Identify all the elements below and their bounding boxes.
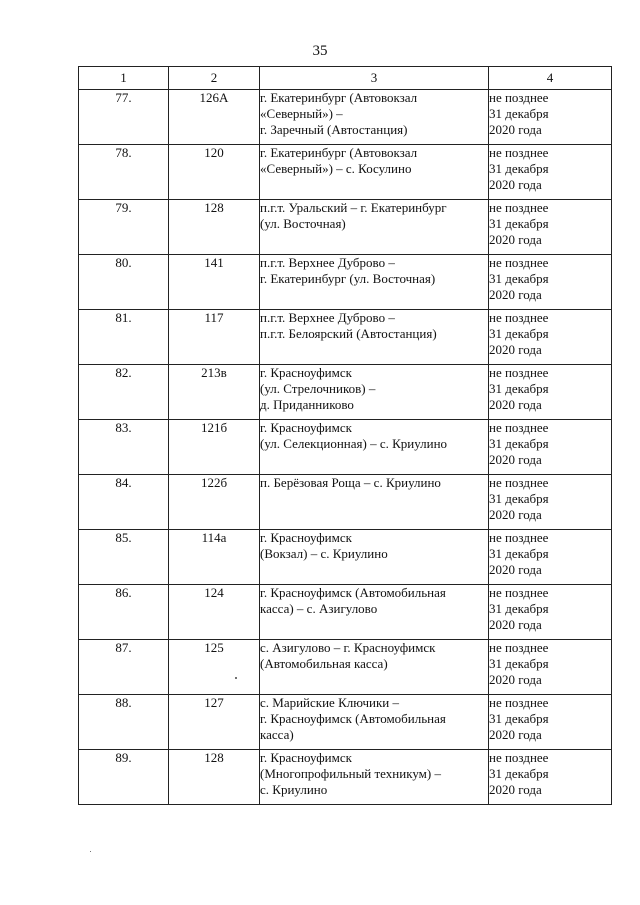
table-row	[79, 90, 612, 145]
row-number: 83.	[79, 420, 169, 475]
route-description-line: г. Екатеринбург (Автовокзал	[260, 145, 418, 160]
deadline	[489, 640, 612, 695]
deadline-line: 31 декабря	[489, 436, 549, 451]
route-description-line: (ул. Селекционная) – с. Криулино	[260, 436, 448, 451]
row-number: 89.	[79, 750, 169, 805]
route-description-line: п.г.т. Уральский – г. Екатеринбург	[260, 200, 447, 215]
route-description	[260, 365, 489, 420]
deadline	[489, 750, 612, 805]
route-number: 124	[169, 585, 260, 640]
route-description	[260, 750, 489, 805]
row-number: 80.	[79, 255, 169, 310]
deadline-line: не позднее	[489, 310, 549, 325]
table-row	[79, 585, 612, 640]
deadline-line: 31 декабря	[489, 491, 549, 506]
route-description-line: п.г.т. Верхнее Дуброво –	[260, 255, 395, 270]
route-description-line: г. Красноуфимск	[260, 420, 352, 435]
route-number: 120	[169, 145, 260, 200]
deadline-line: 2020 года	[489, 727, 542, 742]
route-description-line: г. Екатеринбург (Автовокзал	[260, 90, 418, 105]
deadline-line: 2020 года	[489, 287, 542, 302]
row-number: 85.	[79, 530, 169, 585]
deadline-line: 2020 года	[489, 452, 542, 467]
route-description-line: (Многопрофильный техникум) –	[260, 766, 441, 781]
route-description-line: касса)	[260, 727, 294, 742]
deadline-line: 31 декабря	[489, 271, 549, 286]
row-number: 84.	[79, 475, 169, 530]
route-description	[260, 145, 489, 200]
deadline-line: 2020 года	[489, 507, 542, 522]
deadline-line: не позднее	[489, 530, 549, 545]
deadline-line: не позднее	[489, 750, 549, 765]
route-description-line: (Автомобильная касса)	[260, 656, 388, 671]
deadline-line: 31 декабря	[489, 326, 549, 341]
deadline-line: не позднее	[489, 695, 549, 710]
route-description-line: г. Красноуфимск (Автомобильная	[260, 585, 446, 600]
deadline	[489, 695, 612, 750]
deadline-line: не позднее	[489, 640, 549, 655]
route-description	[260, 475, 489, 530]
header-row	[79, 67, 612, 90]
route-description-line: г. Красноуфимск (Автомобильная	[260, 711, 446, 726]
route-schedule-table	[78, 66, 612, 805]
table-body	[79, 90, 612, 805]
deadline	[489, 145, 612, 200]
route-description-line: (ул. Восточная)	[260, 216, 346, 231]
deadline	[489, 200, 612, 255]
table-row	[79, 695, 612, 750]
deadline-line: 31 декабря	[489, 381, 549, 396]
deadline-line: 2020 года	[489, 397, 542, 412]
route-number: 114а	[169, 530, 260, 585]
deadline-line: 2020 года	[489, 232, 542, 247]
route-description	[260, 530, 489, 585]
table-row	[79, 640, 612, 695]
route-description-line: «Северный») – с. Косулино	[260, 161, 412, 176]
row-number: 88.	[79, 695, 169, 750]
row-number: 87.	[79, 640, 169, 695]
table-row	[79, 145, 612, 200]
route-number: 122б	[169, 475, 260, 530]
deadline-line: 2020 года	[489, 782, 542, 797]
table-row	[79, 530, 612, 585]
row-number: 77.	[79, 90, 169, 145]
route-description-line: г. Красноуфимск	[260, 750, 352, 765]
route-description-line: касса) – с. Азигулово	[260, 601, 378, 616]
route-number: 125	[169, 640, 260, 695]
table-row	[79, 200, 612, 255]
route-description-line: г. Красноуфимск	[260, 530, 352, 545]
deadline-line: 2020 года	[489, 562, 542, 577]
row-number: 79.	[79, 200, 169, 255]
deadline	[489, 90, 612, 145]
deadline-line: 31 декабря	[489, 656, 549, 671]
column-header-1: 1	[79, 67, 169, 90]
column-header-2: 2	[169, 67, 260, 90]
deadline-line: 2020 года	[489, 672, 542, 687]
scan-speck	[90, 851, 91, 852]
route-description	[260, 640, 489, 695]
route-number: 126А	[169, 90, 260, 145]
route-description-line: п.г.т. Белоярский (Автостанция)	[260, 326, 437, 341]
deadline	[489, 530, 612, 585]
deadline-line: не позднее	[489, 145, 549, 160]
deadline	[489, 365, 612, 420]
deadline-line: 31 декабря	[489, 711, 549, 726]
route-description	[260, 585, 489, 640]
deadline-line: не позднее	[489, 585, 549, 600]
route-number: 128	[169, 200, 260, 255]
route-description-line: с. Криулино	[260, 782, 328, 797]
route-number: 127	[169, 695, 260, 750]
route-description	[260, 310, 489, 365]
route-description-line: с. Азигулово – г. Красноуфимск	[260, 640, 436, 655]
table-row	[79, 365, 612, 420]
deadline-line: 31 декабря	[489, 216, 549, 231]
table-row	[79, 255, 612, 310]
deadline-line: не позднее	[489, 365, 549, 380]
deadline-line: 31 декабря	[489, 766, 549, 781]
deadline	[489, 255, 612, 310]
route-description	[260, 200, 489, 255]
deadline-line: не позднее	[489, 200, 549, 215]
deadline-line: 2020 года	[489, 122, 542, 137]
deadline-line: 2020 года	[489, 617, 542, 632]
table-header	[79, 67, 612, 90]
deadline-line: 31 декабря	[489, 546, 549, 561]
deadline	[489, 420, 612, 475]
table-row	[79, 750, 612, 805]
route-description	[260, 420, 489, 475]
route-description	[260, 90, 489, 145]
deadline-line: 31 декабря	[489, 161, 549, 176]
route-description	[260, 695, 489, 750]
row-number: 86.	[79, 585, 169, 640]
deadline-line: 2020 года	[489, 177, 542, 192]
deadline-line: не позднее	[489, 255, 549, 270]
route-description-line: с. Марийские Ключики –	[260, 695, 399, 710]
deadline-line: не позднее	[489, 90, 549, 105]
deadline	[489, 585, 612, 640]
route-description-line: «Северный») –	[260, 106, 343, 121]
page-number: 35	[312, 43, 328, 59]
deadline-line: 31 декабря	[489, 106, 549, 121]
column-header-3: 3	[260, 67, 489, 90]
route-description-line: г. Красноуфимск	[260, 365, 352, 380]
deadline-line: 31 декабря	[489, 601, 549, 616]
route-description-line: д. Приданниково	[260, 397, 354, 412]
deadline	[489, 310, 612, 365]
route-description	[260, 255, 489, 310]
scan-speck	[235, 677, 237, 679]
table-row	[79, 420, 612, 475]
route-number: 128	[169, 750, 260, 805]
route-description-line: п.г.т. Верхнее Дуброво –	[260, 310, 395, 325]
deadline	[489, 475, 612, 530]
route-description-line: (Вокзал) – с. Криулино	[260, 546, 388, 561]
deadline-line: 2020 года	[489, 342, 542, 357]
route-number: 141	[169, 255, 260, 310]
row-number: 82.	[79, 365, 169, 420]
route-description-line: п. Берёзовая Роща – с. Криулино	[260, 475, 441, 490]
route-description-line: г. Заречный (Автостанция)	[260, 122, 408, 137]
route-number: 213в	[169, 365, 260, 420]
deadline-line: не позднее	[489, 475, 549, 490]
route-number: 121б	[169, 420, 260, 475]
deadline-line: не позднее	[489, 420, 549, 435]
row-number: 78.	[79, 145, 169, 200]
table-row	[79, 475, 612, 530]
route-number: 117	[169, 310, 260, 365]
row-number: 81.	[79, 310, 169, 365]
route-description-line: (ул. Стрелочников) –	[260, 381, 376, 396]
column-header-4: 4	[489, 67, 612, 90]
table-row	[79, 310, 612, 365]
route-description-line: г. Екатеринбург (ул. Восточная)	[260, 271, 436, 286]
